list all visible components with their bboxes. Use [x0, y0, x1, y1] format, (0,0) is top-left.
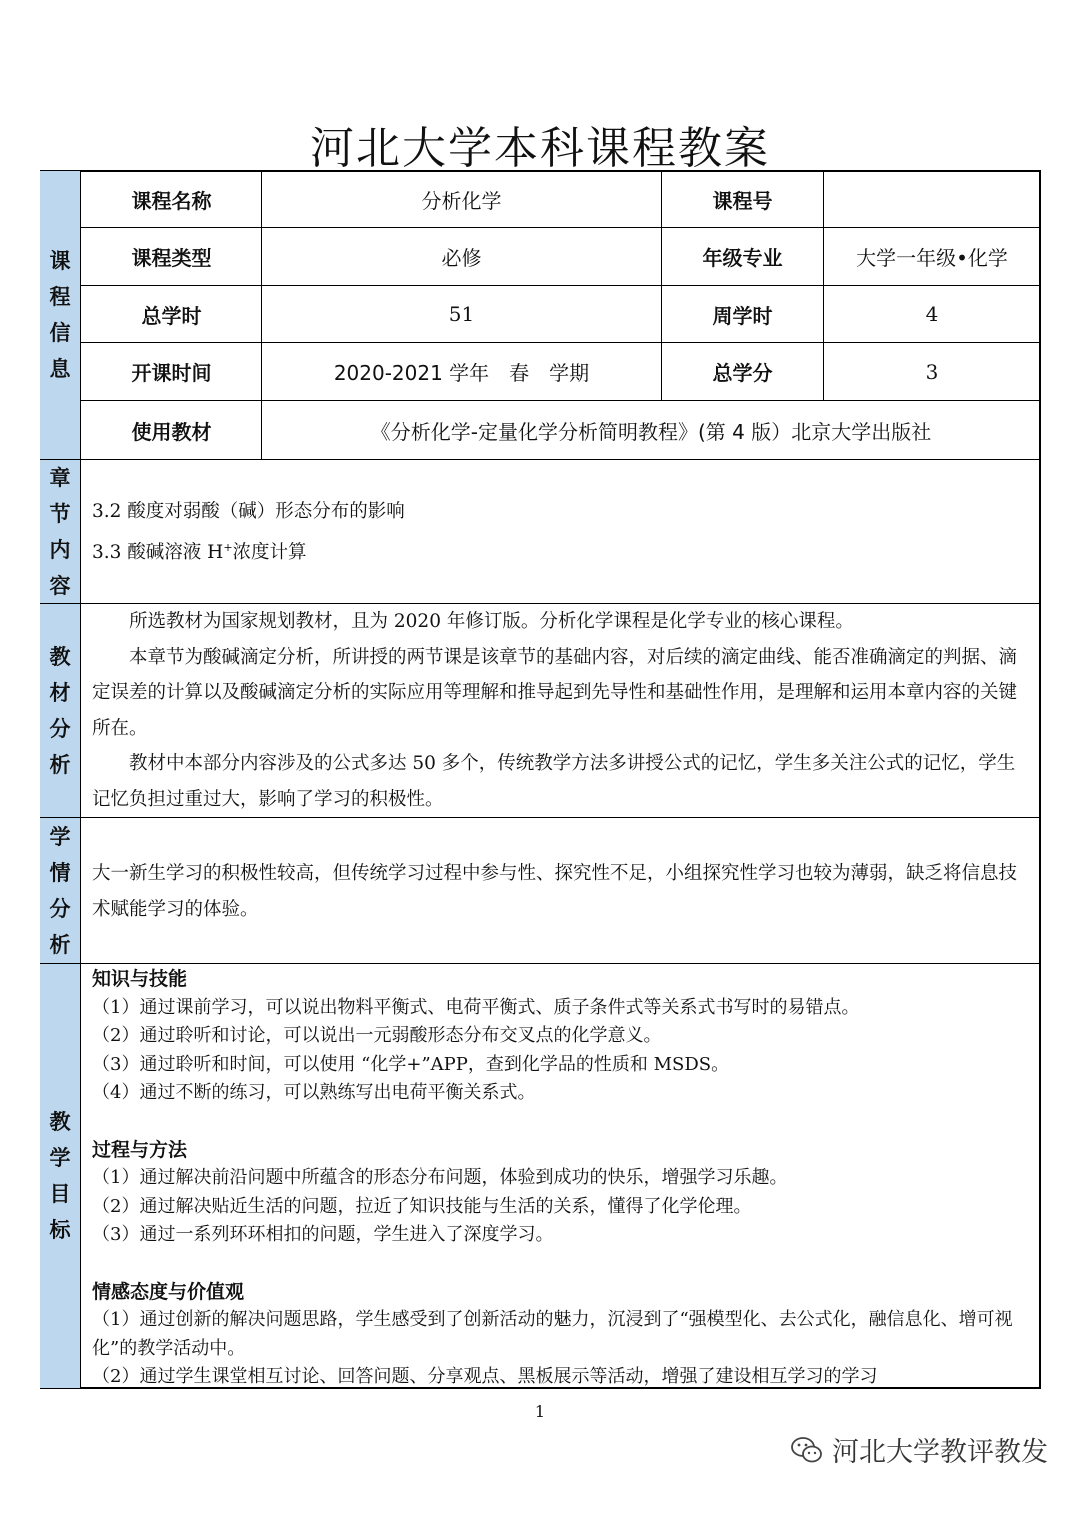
process-item: （1）通过解决前沿问题中所蕴含的形态分布问题，体验到成功的快乐，增强学习乐趣。 [92, 1167, 788, 1188]
textbook-paragraph-1: 所选教材为国家规划教材，且为 2020 年修订版。分析化学课程是化学专业的核心课程。 [129, 611, 854, 632]
textbook-paragraph-2: 本章节为酸碱滴定分析，所讲授的两节课是该章节的基础内容，对后续的滴定曲线、能否准确滴定的判据、滴定误差的计算以及酸碱滴定分析的实际应用等理解和推导起到先导性和基础性作用，是理解和运用本章内容的关键所在。 [92, 646, 1018, 739]
knowledge-item: （4）通过不断的练习，可以熟练写出电荷平衡关系式。 [92, 1082, 536, 1103]
student-paragraph-1: 大一新生学习的积极性较高，但传统学习过程中参与性、探究性不足，小组探究性学习也较为薄弱，缺乏将信息技术赋能学习的体验。 [92, 863, 1018, 920]
section-label-chapter: 章 节 内 容 [40, 460, 81, 603]
knowledge-item: （1）通过课前学习，可以说出物料平衡式、电荷平衡式、质子条件式等关系式书写时的易错点。 [92, 996, 860, 1018]
page-number: 1 [534, 1402, 546, 1421]
watermark [790, 1430, 1048, 1469]
course-no-label: 课程号 [712, 188, 773, 213]
total-credits-value: 3 [925, 359, 939, 384]
textbook-value: 《分析化学-定量化学分析简明教程》(第 4 版）北京大学出版社 [370, 419, 932, 444]
section-label-textbook-analysis: 教 材 分 析 [40, 604, 81, 817]
process-method-heading: 过程与方法 [92, 1138, 188, 1161]
emotion-item: （1）通过创新的解决问题思路，学生感受到了创新活动的魅力，沉浸到了“强模型化、去公式化，融信息化、增可视化”的教学活动中。 [92, 1309, 1013, 1359]
page-title: 河北大学本科课程教案 [310, 123, 770, 174]
textbook-paragraph-3: 教材中本部分内容涉及的公式多达 50 多个，传统教学方法多讲授公式的记忆，学生多关注公式的记忆，学生记忆负担过重过大，影响了学习的积极性。 [92, 753, 1016, 810]
course-no-value [824, 171, 1040, 227]
section-label-course-info: 课 程 信 息 [40, 171, 81, 459]
start-time-value: 2020-2021 学年 春 学期 [333, 361, 590, 385]
section-label-student-analysis: 学 情 分 析 [40, 818, 81, 963]
grade-major-label: 年级专业 [702, 246, 783, 270]
student-analysis [92, 856, 1032, 927]
course-type-label: 课程类型 [131, 246, 212, 270]
emotion-item: （2）通过学生课堂相互讨论、回答问题、分享观点、黑板展示等活动，增强了建设相互学习的学习 [92, 1366, 878, 1387]
course-name-value: 分析化学 [421, 188, 502, 213]
weekly-hours-value: 4 [925, 302, 939, 326]
textbook-label: 使用教材 [131, 419, 212, 444]
chapter-content [92, 494, 1032, 570]
course-name-label: 课程名称 [131, 188, 212, 213]
textbook-analysis [92, 604, 1032, 817]
course-type-value: 必修 [441, 246, 482, 270]
total-hours-value: 51 [448, 302, 475, 326]
total-credits-label: 总学分 [712, 361, 773, 385]
process-item: （3）通过一系列环环相扣的问题，学生进入了深度学习。 [92, 1224, 554, 1245]
chapter-line-2: 3.3 酸碱溶液 H+浓度计算 [92, 540, 307, 563]
watermark-text: 河北大学教评教发 [832, 1437, 1048, 1468]
start-time-label: 开课时间 [131, 361, 212, 385]
knowledge-skills-heading: 知识与技能 [92, 968, 188, 990]
chapter-line-1: 3.2 酸度对弱酸（碱）形态分布的影响 [92, 501, 405, 522]
grade-major-value: 大学一年级•化学 [856, 246, 1008, 270]
teaching-objectives [92, 965, 1032, 1392]
knowledge-item: （3）通过聆听和时间，可以使用 “化学+”APP，查到化学品的性质和 MSDS。 [92, 1053, 730, 1075]
process-item: （2）通过解决贴近生活的问题，拉近了知识技能与生活的关系，懂得了化学伦理。 [92, 1195, 752, 1217]
weekly-hours-label: 周学时 [712, 303, 773, 328]
wechat-icon [790, 1435, 824, 1465]
total-hours-label: 总学时 [141, 303, 202, 328]
section-label-objectives: 教 学 目 标 [40, 964, 81, 1388]
knowledge-item: （2）通过聆听和讨论，可以说出一元弱酸形态分布交叉点的化学意义。 [92, 1025, 662, 1046]
emotion-values-heading: 情感态度与价值观 [92, 1280, 245, 1303]
